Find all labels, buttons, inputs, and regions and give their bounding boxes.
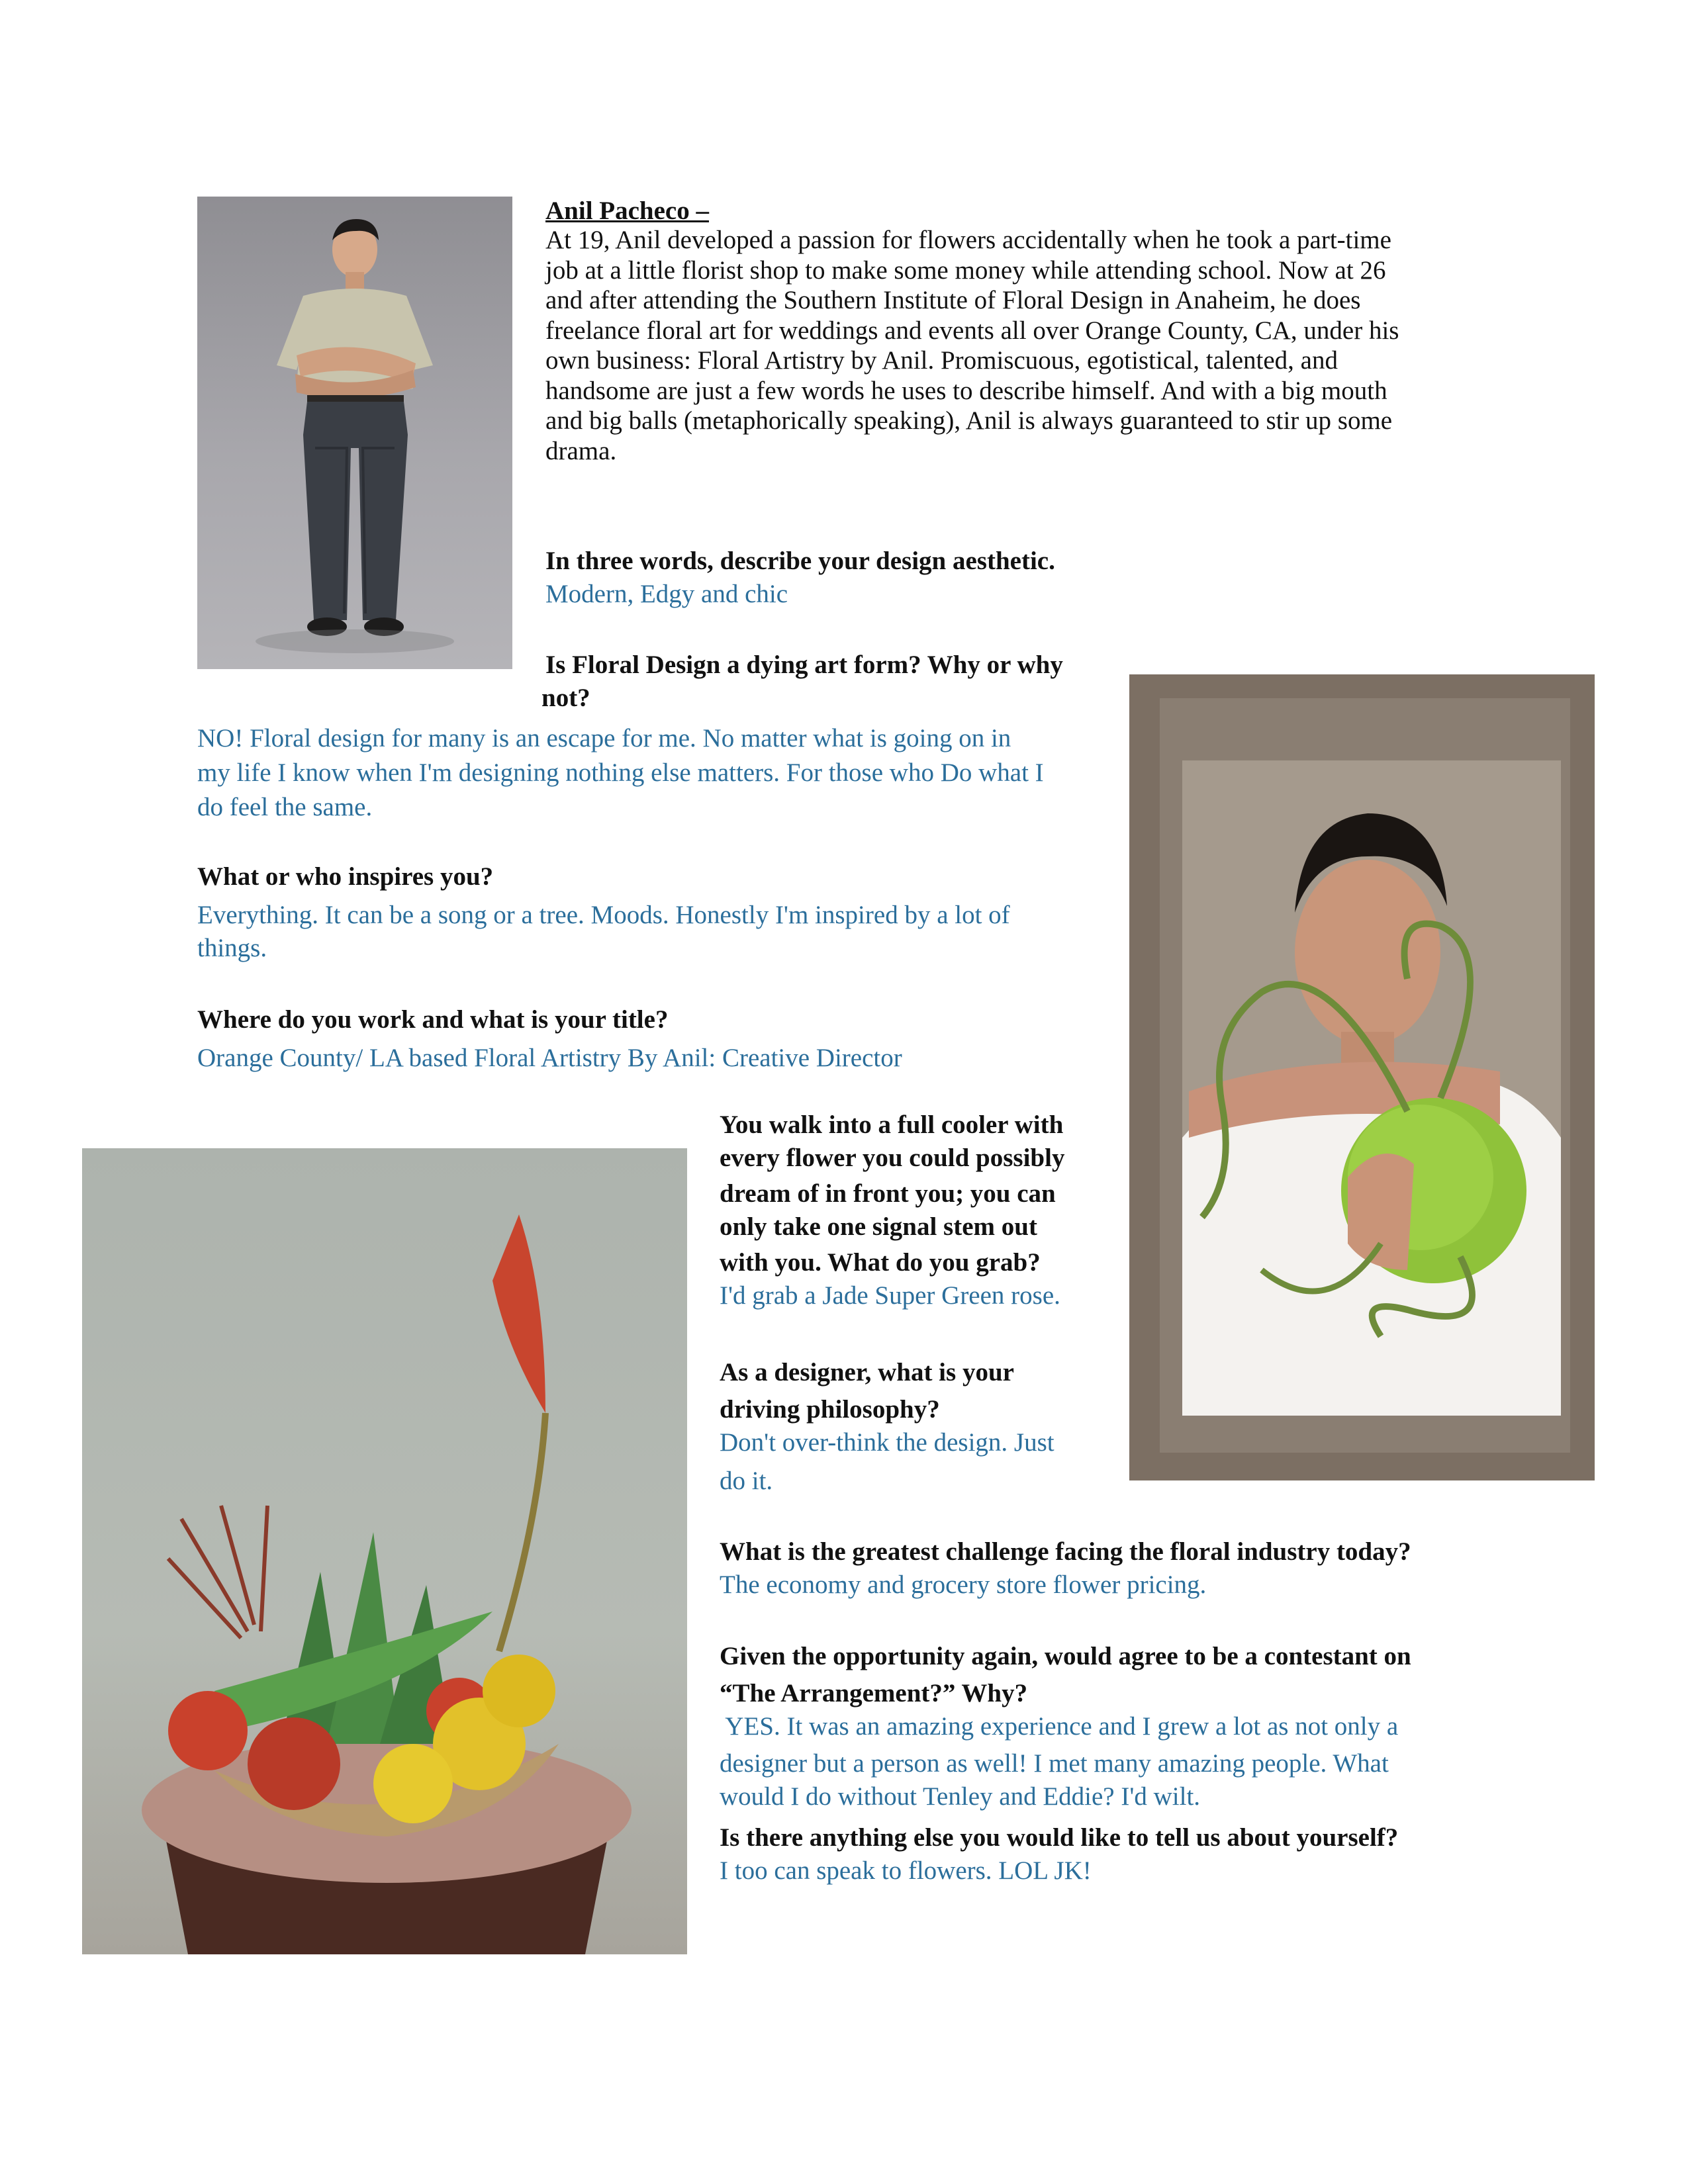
answer-line: Don't over-think the design. Just xyxy=(720,1428,1055,1457)
question-dying-art xyxy=(541,649,1063,715)
answer: I too can speak to flowers. LOL JK! xyxy=(720,1856,1092,1885)
bio-line: handsome are just a few words he uses to describe himself. And with a big mouth xyxy=(545,376,1387,405)
answer: I'd grab a Jade Super Green rose. xyxy=(720,1281,1060,1310)
profile-name: Anil Pacheco – xyxy=(545,197,709,225)
portrait-photo-with-flower xyxy=(1129,674,1595,1480)
qa-item-aesthetic xyxy=(545,545,1055,611)
bio-line: and big balls (metaphorically speaking), Anil is always guaranteed to stir up some xyxy=(545,406,1393,435)
question-line: with you. What do you grab? xyxy=(720,1248,1041,1277)
answer-line: Everything. It can be a song or a tree. Moods. Honestly I'm inspired by a lot of xyxy=(197,901,1010,929)
question-line: driving philosophy? xyxy=(720,1395,940,1424)
qa-item-contestant xyxy=(720,1640,1411,1813)
answer: Orange County/ LA based Floral Artistry By Anil: Creative Director xyxy=(197,1044,902,1072)
qa-item-inspiration xyxy=(197,860,1010,965)
question-line: You walk into a full cooler with xyxy=(720,1111,1064,1139)
answer-line: NO! Floral design for many is an escape for me. No matter what is going on in xyxy=(197,724,1011,752)
answer-line: would I do without Tenley and Eddie? I'd wilt. xyxy=(720,1782,1201,1811)
floral-arrangement-photo xyxy=(82,1148,687,1954)
question-line: not? xyxy=(541,684,590,712)
qa-item-challenge xyxy=(720,1535,1411,1602)
question-line: dream of in front you; you can xyxy=(720,1179,1056,1208)
question-line: Given the opportunity again, would agree to be a contestant on xyxy=(720,1642,1411,1670)
question: In three words, describe your design aesthetic. xyxy=(545,547,1055,575)
answer-line: YES. It was an amazing experience and I grew a lot as not only a xyxy=(720,1712,1399,1741)
question: Where do you work and what is your title? xyxy=(197,1005,669,1034)
bio-line: freelance floral art for weddings and events all over Orange County, CA, under his xyxy=(545,316,1399,345)
answer-line: my life I know when I'm designing nothing else matters. For those who Do what I xyxy=(197,758,1044,787)
question-line: As a designer, what is your xyxy=(720,1358,1014,1387)
qa-item-cooler xyxy=(720,1109,1064,1312)
answer: The economy and grocery store flower pricing. xyxy=(720,1570,1207,1599)
bio-line: and after attending the Southern Institute of Floral Design in Anaheim, he does xyxy=(545,286,1361,314)
question-line: Is Floral Design a dying art form? Why or why xyxy=(545,651,1063,679)
question: Is there anything else you would like to tell us about yourself? xyxy=(720,1823,1399,1852)
answer-line: do it. xyxy=(720,1467,773,1495)
qa-item-work-title xyxy=(197,1003,902,1075)
bio-line: At 19, Anil developed a passion for flowers accidentally when he took a part-time xyxy=(545,226,1391,254)
answer-line: designer but a person as well! I met many amazing people. What xyxy=(720,1749,1389,1778)
bio-line: own business: Floral Artistry by Anil. Promiscuous, egotistical, talented, and xyxy=(545,346,1338,375)
bio-line: drama. xyxy=(545,436,617,465)
qa-item-anything-else xyxy=(720,1821,1398,1888)
question: What is the greatest challenge facing the floral industry today? xyxy=(720,1537,1411,1566)
answer-line: do feel the same. xyxy=(197,793,373,821)
profile-bio xyxy=(545,225,1485,466)
answer-dying-art xyxy=(197,721,1044,825)
answer: Modern, Edgy and chic xyxy=(545,580,788,608)
portrait-photo-standing xyxy=(197,197,512,669)
question-line: every flower you could possibly xyxy=(720,1144,1065,1172)
question: What or who inspires you? xyxy=(197,862,494,891)
qa-item-philosophy xyxy=(720,1356,1055,1498)
bio-line: job at a little florist shop to make some money while attending school. Now at 26 xyxy=(545,255,1386,285)
question-line: “The Arrangement?” Why? xyxy=(720,1679,1028,1707)
answer-line: things. xyxy=(197,934,267,962)
question-line: only take one signal stem out xyxy=(720,1212,1037,1241)
